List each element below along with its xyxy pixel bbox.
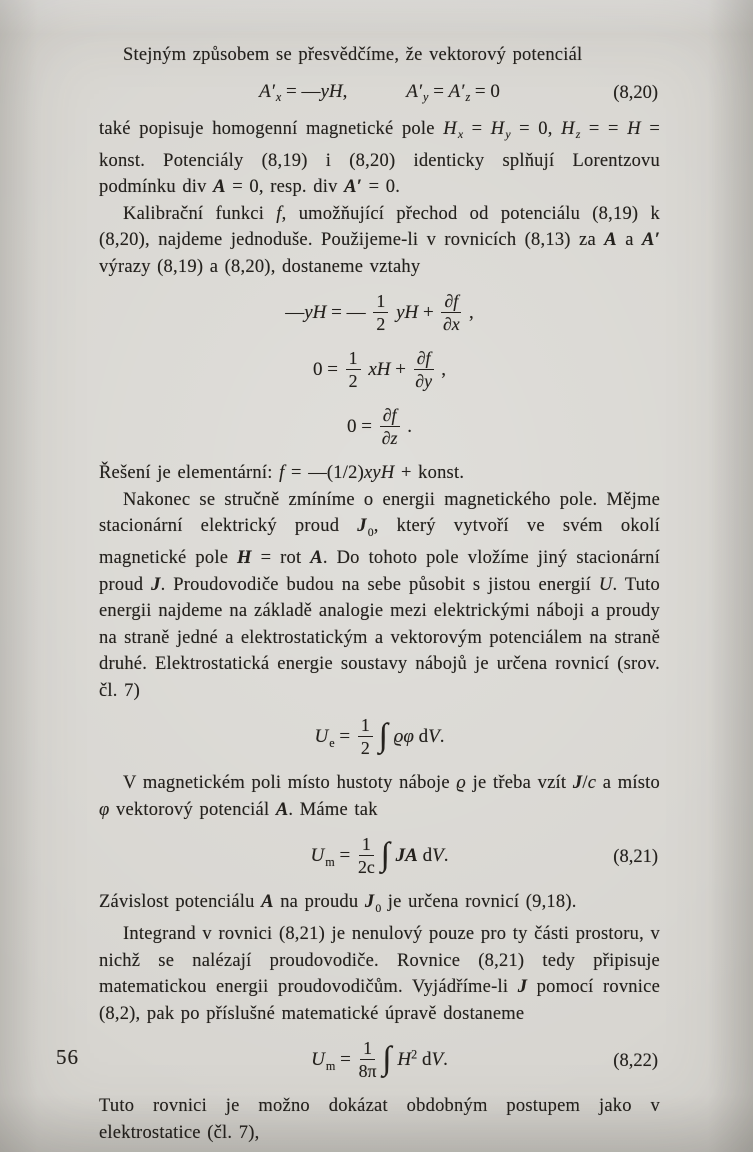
fraction	[359, 1038, 377, 1081]
text-run: d	[417, 1049, 432, 1070]
text-run: J	[364, 892, 375, 913]
text-run: A′	[344, 177, 363, 198]
text-run: pomocí rovnice (8,2), pak po příslušné matematické úpravě dostaneme	[99, 977, 661, 1024]
text-run: J	[517, 977, 528, 998]
text-run: d	[417, 845, 433, 867]
text-run: je určena rovnicí (9,18).	[381, 892, 577, 913]
text-run: a místo	[596, 773, 660, 794]
text-run: V magnetickém poli místo hustoty náboje	[123, 773, 457, 794]
paragraph-substitution	[99, 770, 660, 823]
text-run: = —	[281, 80, 321, 102]
text-run: také popisuje homogenní magnetické pole	[99, 118, 444, 139]
text-run: Stejným způsobem se přesvědčíme, že vektorový potenciál	[123, 45, 583, 65]
equation-tag: (8,20)	[613, 82, 658, 103]
fraction-numerator: ∂f	[414, 348, 434, 370]
page-number: 56	[56, 1045, 79, 1069]
text-run: = 0	[470, 80, 500, 102]
equation-body	[312, 347, 447, 391]
text-run: ,	[464, 302, 474, 324]
text-run: , který vytvoří ve svém okolí magnetické pole	[99, 516, 660, 569]
text-run: f	[279, 463, 285, 484]
text-run: =	[428, 80, 449, 102]
text-run: +	[390, 359, 411, 381]
text-run: A	[261, 892, 274, 913]
fraction-numerator: 1	[346, 348, 361, 370]
text-run: y	[505, 127, 511, 142]
text-run: yH	[304, 302, 327, 324]
fraction-numerator: ∂f	[380, 405, 400, 427]
text-run: m	[325, 1058, 336, 1073]
text-run: z	[465, 90, 471, 105]
fraction-numerator: 1	[358, 715, 373, 737]
equation-body	[259, 80, 500, 105]
text-run: φ	[99, 799, 110, 820]
paragraph-magnetic-energy	[99, 487, 660, 704]
text-run: V	[431, 1049, 444, 1070]
fraction-denominator: 2	[348, 370, 358, 391]
text-run: A′	[259, 80, 275, 102]
text-run: Nakonec se stručně zmíníme o energii magnetického pole. Mějme stacionární elektrický proud	[99, 489, 660, 537]
text-run: A′	[448, 80, 465, 102]
text-run: . Máme tak	[288, 799, 378, 820]
text-run: A′	[406, 80, 423, 102]
equation-body	[314, 714, 445, 758]
text-run: Závislost potenciálu	[99, 892, 262, 913]
fraction-denominator: ∂z	[381, 427, 398, 448]
text-run: JA	[395, 845, 418, 867]
text-run: 2	[411, 1047, 418, 1062]
fraction-denominator: 2	[376, 313, 386, 334]
text-run: H	[561, 118, 575, 139]
text-run: y	[423, 90, 429, 105]
text-run: je třeba vzít	[466, 773, 573, 794]
text-run: H	[397, 1049, 412, 1070]
fraction-numerator: ∂f	[441, 291, 461, 313]
text-run: = 0.	[362, 177, 401, 198]
text-run: m	[325, 854, 335, 869]
text-run: vektorový potenciál	[109, 799, 276, 820]
text-run: yH	[396, 302, 419, 324]
text-run: = 0, resp. div	[225, 177, 345, 198]
text-run: výrazy (8,19) a (8,20), dostaneme vztahy	[99, 256, 421, 277]
text-run: e	[329, 735, 335, 750]
equation-gauge-x	[99, 290, 660, 337]
text-run: H	[443, 118, 457, 139]
equation-tag: (8,21)	[613, 846, 658, 867]
paragraph-intro	[99, 42, 660, 69]
text-run: x	[275, 90, 282, 105]
text-run: A	[604, 230, 617, 251]
text-run: = —(1/2)	[284, 463, 364, 484]
text-run: —	[285, 302, 305, 324]
equation-tag: (8,22)	[613, 1050, 658, 1071]
text-run: na proudu	[273, 892, 365, 913]
fraction-denominator: ∂x	[442, 313, 460, 334]
fraction-denominator: ∂y	[415, 370, 433, 391]
text-run: Tuto rovnici je možno dokázat obdobným postupem jako v elektrostatice (čl. 7),	[99, 1096, 660, 1143]
text-run: ∫	[382, 1039, 392, 1077]
equation-gauge-y	[99, 347, 660, 394]
fraction-numerator: 1	[359, 834, 374, 856]
text-run: .	[402, 416, 412, 438]
text-run: A	[310, 548, 323, 569]
text-run: J	[357, 516, 367, 537]
text-run: z	[575, 127, 581, 142]
paragraph-dependence	[99, 889, 660, 921]
equation-body	[346, 404, 412, 448]
text-run: . Do tohoto pole vložíme jiný stacionární proud	[99, 548, 660, 595]
text-run: ,	[436, 359, 447, 381]
text-run: f	[276, 203, 282, 224]
text-run: =	[463, 118, 491, 139]
text-run: U	[311, 1049, 325, 1070]
fraction	[441, 291, 461, 334]
fraction	[346, 348, 361, 391]
text-run: =	[334, 726, 355, 748]
text-run: Řešení je elementární:	[99, 463, 280, 484]
equation-body	[310, 833, 449, 877]
text-run: U	[314, 726, 329, 748]
text-run: U	[310, 845, 325, 867]
text-run: ,	[342, 80, 348, 102]
fraction-denominator: 2	[360, 737, 370, 758]
text-run: .	[443, 845, 449, 867]
text-run: = rot	[251, 548, 311, 569]
text-run: ∫	[378, 716, 388, 754]
equation-8-20	[99, 79, 660, 107]
equation-8-21	[99, 833, 660, 880]
text-run: a	[616, 230, 643, 251]
paragraph-calibration-function	[99, 201, 660, 281]
text-block	[99, 42, 660, 1146]
text-run: H	[627, 118, 641, 139]
text-run: ϱφ	[393, 726, 414, 748]
fraction	[358, 834, 375, 877]
fraction-numerator: 1	[373, 291, 388, 313]
text-run: xyH	[364, 463, 395, 484]
text-run: U	[598, 574, 613, 595]
text-run: ϱ	[456, 773, 467, 794]
text-run: A	[213, 177, 226, 198]
text-run: d	[413, 726, 429, 748]
text-run: J	[151, 574, 161, 595]
fraction	[373, 291, 388, 334]
text-run: A	[275, 799, 289, 820]
text-run: = —	[326, 302, 371, 324]
fraction	[380, 405, 400, 448]
text-run: . Proudovodiče budou na sebe působit s jistou energií	[160, 574, 599, 595]
text-run: V	[432, 845, 444, 867]
text-run: 0	[367, 524, 374, 539]
paragraph-conclusion	[99, 1093, 660, 1146]
text-run: = =	[580, 118, 628, 139]
text-run: Integrand v rovnici (8,21) je nenulový pouze pro ty části prostoru, v nichž se nalézají proudovodiče. Rovnice (8,21) tedy připisuje matematickou energii proudovodičům. Vyjádříme-li	[99, 924, 660, 998]
text-run: 0 =	[346, 416, 377, 438]
text-run: /	[582, 773, 588, 794]
text-run: 0 =	[312, 359, 343, 381]
text-run: H	[237, 548, 252, 569]
text-run: . Tuto energii najdeme na základě analogie mezi elektrickými náboji a proudy na straně jedné a elektrostatickým a vektorovým potenciálem na straně druhé. Elektrostatická energie soustavy nábojů je určena rovnicí (srov. čl. 7)	[99, 574, 660, 701]
text-run: V	[428, 726, 440, 748]
fraction	[414, 348, 434, 391]
fraction-numerator: 1	[360, 1038, 375, 1060]
text-run: .	[439, 726, 445, 748]
equation-gauge-z	[99, 404, 660, 451]
text-run: .	[443, 1049, 448, 1070]
fraction	[358, 715, 373, 758]
text-run: = konst. Potenciály (8,19) i (8,20) identicky splňují Lorentzovu podmínku div	[99, 118, 660, 198]
paragraph-solution	[99, 460, 660, 487]
equation-8-22	[99, 1037, 660, 1084]
text-run: yH	[320, 80, 343, 102]
fraction-denominator: 8π	[358, 1060, 377, 1081]
fraction-denominator: 2c	[357, 856, 375, 877]
paragraph-integrand	[99, 921, 660, 1027]
text-run: J	[572, 773, 583, 794]
text-run: Kalibrační funkci	[123, 203, 277, 224]
equation-body	[285, 290, 474, 334]
text-run: 0	[375, 900, 382, 915]
text-run: +	[418, 302, 439, 324]
text-run: x	[457, 127, 464, 142]
text-run: xH	[368, 359, 391, 381]
text-run: + konst.	[394, 463, 465, 484]
text-run: A′	[642, 230, 661, 251]
text-run: c	[587, 773, 597, 794]
paragraph-homogeneous-field	[99, 116, 660, 201]
text-run: =	[334, 845, 355, 867]
text-run: =	[335, 1049, 356, 1070]
text-run: H	[490, 118, 505, 139]
text-run: , umožňující přechod od potenciálu (8,19) k (8,20), najdeme jednoduše. Použijeme-li v rovnicích (8,13) za	[99, 203, 660, 251]
text-run: = 0,	[510, 118, 562, 139]
text-run: ∫	[380, 835, 390, 873]
equation-electrostatic-energy	[99, 714, 660, 761]
